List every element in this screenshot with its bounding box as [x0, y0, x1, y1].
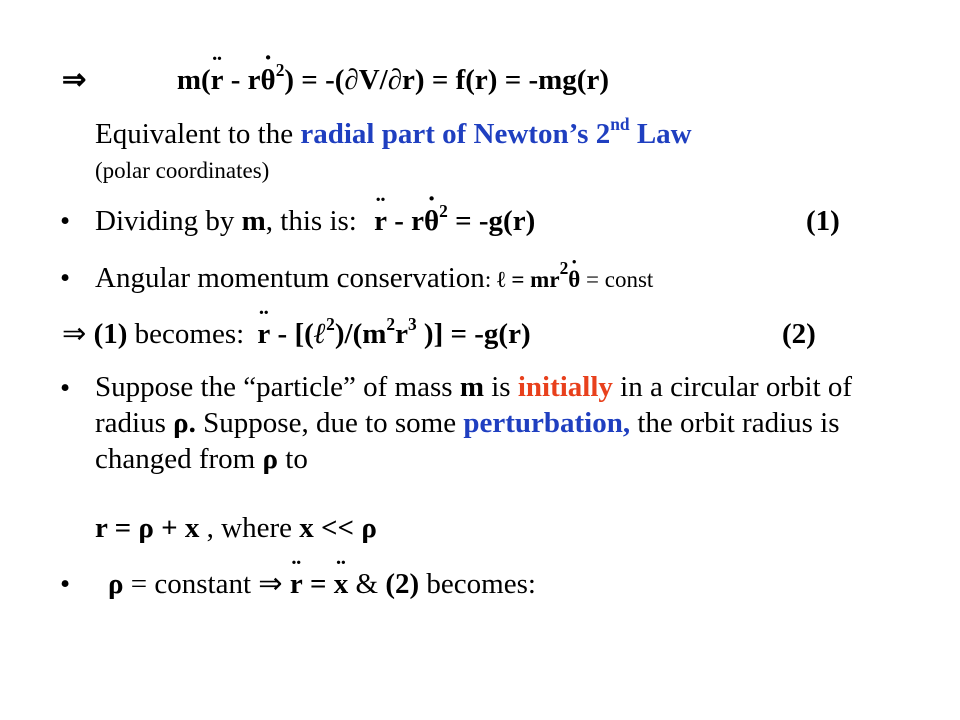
bullet: •	[60, 205, 71, 237]
bullet: •	[60, 262, 71, 294]
theta-dot: ˙ θ	[424, 205, 439, 238]
x-double-dot: ¨ x	[334, 568, 349, 601]
equivalent-statement: Equivalent to the radial part of Newton’s 2nd Law	[95, 113, 692, 150]
r-definition-line: r = ρ + x , where x << ρ	[95, 512, 377, 544]
r-double-dot: ¨ r	[374, 205, 387, 238]
perturbation-paragraph: Suppose the “particle” of mass m is initially in a circular orbit of radius ρ. Suppose, due to some perturbation, the orbit radius is changed from ρ to	[95, 371, 853, 475]
implies-arrow: ⇒	[62, 318, 87, 350]
implies-arrow: ⇒	[62, 64, 87, 96]
equation-2-line: ⇒ (1) becomes: ¨ r - [$(\ell^2)/(m^2r^3$ )] = -g(r)	[62, 318, 531, 351]
r-double-dot: ¨ r	[257, 318, 270, 351]
initially-highlight: initially	[517, 371, 613, 403]
equation-line-radial: ⇒ m(¨ r - r˙ $\theta^2) = -(\partial V/\partial r) = f(r) = -mg(r)$	[62, 64, 609, 97]
bullet: •	[60, 568, 71, 600]
perturbation-highlight: perturbation,	[463, 407, 631, 439]
r-double-dot: ¨ r	[290, 568, 303, 601]
rho-constant-line: ρ = constant ⇒ ¨ r = ¨ x & (2) becomes:	[108, 568, 536, 601]
angular-momentum-line: Angular momentum conservation: ℓ = $mr^2˙$ θ = const	[95, 262, 653, 295]
theta-dot: ˙ θ	[568, 267, 580, 293]
polar-coordinates-note: (polar coordinates)	[95, 158, 270, 183]
r-double-dot: ¨ r	[211, 64, 224, 97]
implies-arrow: ⇒	[258, 568, 283, 600]
equation-tag-1: (1)	[806, 205, 840, 237]
equation-tag-2: (2)	[782, 318, 816, 350]
bullet: •	[60, 372, 71, 404]
dividing-by-m-line: Dividing by m, this is: ¨ r - r˙ $\theta^2 = -g(r)$	[95, 205, 535, 238]
radial-part-highlight: radial part of Newton’s 2	[300, 118, 611, 150]
theta-dot: ˙ θ	[261, 64, 276, 97]
